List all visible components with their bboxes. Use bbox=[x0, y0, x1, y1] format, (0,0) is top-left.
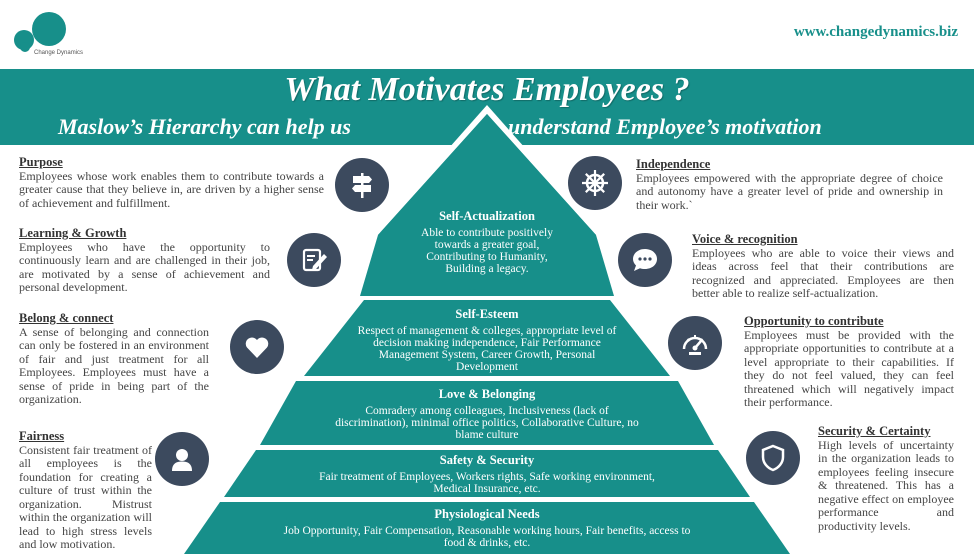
info-fairness bbox=[19, 430, 152, 552]
info-text: Employees whose work enables them to contribute towards a greater cause that they believe in, are driven by a higher sense of achievement and fulfillment. bbox=[19, 168, 324, 210]
info-title: Purpose bbox=[19, 155, 63, 169]
info-title: Fairness bbox=[19, 429, 65, 443]
notepad-pencil-icon bbox=[287, 233, 341, 287]
logo-text: Change Dynamics bbox=[34, 50, 84, 56]
info-title: Belong & connect bbox=[19, 311, 114, 325]
level-safety-security bbox=[318, 454, 656, 495]
info-belong-connect bbox=[19, 312, 209, 407]
ship-wheel-icon bbox=[568, 156, 622, 210]
level-self-actualization bbox=[400, 210, 574, 275]
info-text: Employees empowered with the appropriate degree of choice and autonomy have a greater level of pride and ownership in their work.` bbox=[636, 170, 943, 212]
level-title: Safety & Security bbox=[439, 453, 535, 467]
level-text: Fair treatment of Employees, Workers rights, Safe working environment, Medical Insurance, etc. bbox=[319, 471, 655, 495]
level-text: Job Opportunity, Fair Compensation, Reasonable working hours, Fair benefits, access to food & drinks, etc. bbox=[283, 525, 691, 549]
subtitle-left: Maslow’s Hierarchy can help us bbox=[58, 114, 351, 139]
level-title: Self-Esteem bbox=[455, 307, 519, 321]
info-title: Security & Certainty bbox=[818, 424, 931, 438]
info-security-certainty bbox=[818, 425, 954, 533]
info-voice-recognition bbox=[692, 233, 954, 301]
info-text: Consistent fair treatment of all employees is the foundation for creating a culture of trust within the organization. Mistrust within the organization will lead to high stress levels and low motivation. bbox=[19, 442, 152, 551]
level-text: Able to contribute positively towards a greater goal, Contributing to Humanity, Building a legacy. bbox=[421, 227, 553, 275]
level-text: Respect of management & colleges, appropriate level of decision making independence, Fair Performance Management System, Career Growth, Personal Development bbox=[357, 325, 617, 373]
website-url[interactable]: www.changedynamics.biz bbox=[793, 24, 958, 40]
info-opportunity-contribute bbox=[744, 315, 954, 410]
info-text: High levels of uncertainty in the organization leads to employees feeling insecure & threatened. This has a negative effect on employee performance and productivity levels. bbox=[818, 437, 954, 533]
info-text: A sense of belonging and connection can only be fostered in an environment of fair and just treatment for all Employees. Employees must have a sense of pride in being part of the organization. bbox=[19, 324, 209, 406]
info-purpose bbox=[19, 156, 324, 210]
info-learning-growth bbox=[19, 227, 270, 295]
level-self-esteem bbox=[355, 308, 619, 373]
info-title: Opportunity to contribute bbox=[744, 314, 884, 328]
info-title: Voice & recognition bbox=[692, 232, 798, 246]
info-title: Independence bbox=[636, 157, 711, 171]
info-text: Employees must be provided with the appropriate opportunities to contribute at a level appropriate to their capabilities. If they do not feel valued, they can feel threatened which will negatively impact their performance. bbox=[744, 327, 954, 409]
person-icon bbox=[155, 432, 209, 486]
level-physiological bbox=[278, 508, 696, 549]
info-text: Employees who are able to voice their views and ideas across feel that their contributions are recognized and appreciated. Employees are then better able to realize self-actualization. bbox=[692, 245, 954, 300]
shield-icon bbox=[746, 431, 800, 485]
info-text: Employees who have the opportunity to continuously learn and are challenged in their job, are motivated by a sense of achievement and personal development. bbox=[19, 239, 270, 294]
info-independence bbox=[636, 158, 943, 212]
page-title: What Motivates Employees ? bbox=[284, 71, 690, 108]
level-title: Physiological Needs bbox=[434, 507, 540, 521]
subtitle-right: understand Employee’s motivation bbox=[508, 114, 822, 139]
level-title: Love & Belonging bbox=[438, 387, 536, 401]
level-text: Comradery among colleagues, Inclusiveness (lack of discrimination), minimal office politics, Collaborative Culture, no blame culture bbox=[335, 405, 639, 441]
gauge-icon bbox=[668, 316, 722, 370]
signpost-icon bbox=[335, 158, 389, 212]
info-title: Learning & Growth bbox=[19, 226, 127, 240]
level-title: Self-Actualization bbox=[439, 209, 535, 223]
heart-icon bbox=[230, 320, 284, 374]
level-love-belonging bbox=[332, 388, 642, 441]
speech-bubble-icon bbox=[618, 233, 672, 287]
